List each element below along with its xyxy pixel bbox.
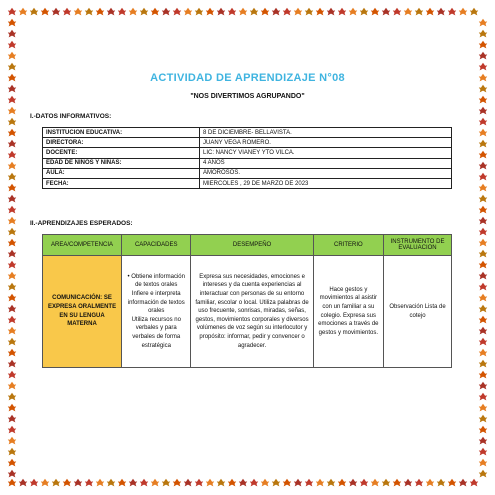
- capacidad-item: Infiere e interpreta información de textos orales: [127, 291, 185, 315]
- document-page: [28, 28, 467, 467]
- leaf-icon: [360, 479, 368, 487]
- info-value: 4 AÑOS: [200, 158, 452, 168]
- leaf-icon: [479, 316, 487, 324]
- leaf-icon: [8, 470, 16, 478]
- desempeno-cell: Expresa sus necesidades, emociones e intereses y da cuenta experiencias al interactuar con personas de su entorno familiar, escolar o local. Utiliza palabras de uso frecuente, sonrisas, miradas, señas, gestos, movimientos corporales y diversos volúmenes de voz según su interlocutor y propósito: informar, pedir y convencer o agradecer.: [191, 256, 313, 368]
- table-row: [43, 138, 452, 148]
- leaf-icon: [415, 479, 423, 487]
- info-label: AULA:: [43, 168, 200, 178]
- info-label: EDAD DE NIÑOS Y NIÑAS:: [43, 158, 200, 168]
- leaf-icon: [8, 228, 16, 236]
- leaf-icon: [448, 479, 456, 487]
- leaf-icon: [8, 206, 16, 214]
- leaf-icon: [479, 338, 487, 346]
- info-value: AMOROSOS.: [200, 168, 452, 178]
- leaf-icon: [470, 8, 478, 16]
- leaf-icon: [140, 479, 148, 487]
- leaf-icon: [283, 8, 291, 16]
- leaf-icon: [8, 371, 16, 379]
- leaf-icon: [479, 393, 487, 401]
- leaf-icon: [129, 479, 137, 487]
- leaf-icon: [327, 479, 335, 487]
- activity-title: ACTIVIDAD DE APRENDIZAJE N°08: [150, 72, 345, 84]
- info-table: [42, 127, 452, 189]
- leaf-icon: [107, 8, 115, 16]
- capacidades-cell: [122, 256, 191, 368]
- leaf-icon: [349, 479, 357, 487]
- leaf-icon: [479, 107, 487, 115]
- leaf-icon: [8, 140, 16, 148]
- leaf-icon: [8, 184, 16, 192]
- column-header: DESEMPEÑO: [191, 235, 313, 256]
- leaf-icon: [8, 239, 16, 247]
- leaf-icon: [316, 479, 324, 487]
- leaf-icon: [479, 294, 487, 302]
- leaf-icon: [8, 393, 16, 401]
- leaf-icon: [479, 459, 487, 467]
- leaf-icon: [479, 63, 487, 71]
- leaf-icon: [41, 8, 49, 16]
- leaf-icon: [479, 404, 487, 412]
- leaf-icon: [173, 8, 181, 16]
- info-label: FECHA:: [43, 178, 200, 188]
- leaf-icon: [327, 8, 335, 16]
- leaf-icon: [8, 30, 16, 38]
- activity-subtitle: "NOS DIVERTIMOS AGRUPANDO": [190, 93, 305, 100]
- leaf-icon: [8, 459, 16, 467]
- learning-table-header: [43, 235, 452, 256]
- leaf-icon: [151, 479, 159, 487]
- leaf-icon: [479, 360, 487, 368]
- leaf-icon: [479, 239, 487, 247]
- leaf-icon: [8, 217, 16, 225]
- leaf-icon: [479, 52, 487, 60]
- leaf-icon: [8, 415, 16, 423]
- leaf-icon: [195, 8, 203, 16]
- leaf-icon: [479, 151, 487, 159]
- leaf-icon: [173, 479, 181, 487]
- leaf-icon: [206, 479, 214, 487]
- leaf-icon: [74, 479, 82, 487]
- leaf-icon: [107, 479, 115, 487]
- leaf-icon: [479, 305, 487, 313]
- leaf-icon: [437, 8, 445, 16]
- column-header: INSTRUMENTO DE EVALUACION: [384, 235, 452, 256]
- leaf-icon: [8, 272, 16, 280]
- leaf-icon: [479, 173, 487, 181]
- leaf-icon: [479, 228, 487, 236]
- info-value: MIERCOLES , 29 DE MARZO DE 2023: [200, 178, 452, 188]
- leaf-icon: [8, 360, 16, 368]
- leaf-icon: [479, 30, 487, 38]
- leaf-icon: [228, 479, 236, 487]
- leaf-icon: [85, 8, 93, 16]
- leaf-icon: [283, 479, 291, 487]
- leaf-icon: [250, 8, 258, 16]
- leaf-icon: [8, 349, 16, 357]
- leaf-icon: [140, 8, 148, 16]
- table-row: [43, 256, 452, 368]
- leaf-icon: [8, 19, 16, 27]
- area-cell: COMUNICACIÓN: SE EXPRESA ORALMENTE EN SU LENGUA MATERNA: [43, 256, 122, 368]
- info-label: DIRECTORA:: [43, 138, 200, 148]
- leaf-icon: [41, 479, 49, 487]
- learning-table: [42, 234, 452, 368]
- criterio-cell: Hace gestos y movimientos al asistir con un familiar a su colegio. Expresa sus emociones a través de gestos y movimientos.: [313, 256, 383, 368]
- column-header: AREA/COMPETENCIA: [43, 235, 122, 256]
- capacidad-item: Utiliza recursos no verbales y para verbales de forma estratégica: [131, 316, 181, 349]
- table-row: [43, 148, 452, 158]
- leaf-icon: [371, 8, 379, 16]
- column-header: CAPACIDADES: [122, 235, 191, 256]
- leaf-icon: [184, 479, 192, 487]
- leaf-icon: [19, 8, 27, 16]
- leaf-icon: [96, 479, 104, 487]
- leaf-icon: [479, 217, 487, 225]
- leaf-icon: [479, 96, 487, 104]
- leaf-icon: [118, 479, 126, 487]
- section-heading-datos: I.-DATOS INFORMATIVOS:: [30, 113, 112, 120]
- leaf-icon: [479, 206, 487, 214]
- leaf-icon: [479, 327, 487, 335]
- leaf-icon: [479, 195, 487, 203]
- leaf-icon: [404, 8, 412, 16]
- leaf-icon: [8, 52, 16, 60]
- leaf-icon: [479, 437, 487, 445]
- leaf-icon: [217, 479, 225, 487]
- leaf-icon: [8, 437, 16, 445]
- leaf-icon: [85, 479, 93, 487]
- leaf-icon: [8, 41, 16, 49]
- leaf-icon: [8, 8, 16, 16]
- leaf-icon: [360, 8, 368, 16]
- leaf-icon: [272, 479, 280, 487]
- leaf-icon: [437, 479, 445, 487]
- leaf-icon: [30, 479, 38, 487]
- leaf-icon: [52, 8, 60, 16]
- info-value: LIC: NANCY VIANEY YTO VILCA.: [200, 148, 452, 158]
- leaf-icon: [8, 129, 16, 137]
- leaf-icon: [8, 74, 16, 82]
- leaf-icon: [8, 305, 16, 313]
- info-label: INSTITUCION EDUCATIVA:: [43, 128, 200, 138]
- leaf-icon: [479, 85, 487, 93]
- leaf-icon: [261, 479, 269, 487]
- leaf-icon: [8, 294, 16, 302]
- leaf-icon: [426, 479, 434, 487]
- leaf-icon: [426, 8, 434, 16]
- table-row: [43, 158, 452, 168]
- leaf-icon: [151, 8, 159, 16]
- leaf-icon: [8, 195, 16, 203]
- leaf-icon: [382, 479, 390, 487]
- leaf-icon: [338, 479, 346, 487]
- leaf-icon: [479, 470, 487, 478]
- leaf-icon: [8, 316, 16, 324]
- leaf-icon: [459, 479, 467, 487]
- leaf-icon: [479, 426, 487, 434]
- leaf-icon: [8, 426, 16, 434]
- leaf-icon: [261, 8, 269, 16]
- leaf-icon: [479, 162, 487, 170]
- leaf-icon: [8, 107, 16, 115]
- info-value: 8 DE DICIEMBRE- BELLAVISTA.: [200, 128, 452, 138]
- leaf-icon: [239, 479, 247, 487]
- leaf-icon: [371, 479, 379, 487]
- leaf-icon: [8, 118, 16, 126]
- leaf-icon: [470, 479, 478, 487]
- leaf-icon: [162, 479, 170, 487]
- leaf-icon: [393, 479, 401, 487]
- leaf-icon: [30, 8, 38, 16]
- leaf-icon: [349, 8, 357, 16]
- leaf-icon: [294, 8, 302, 16]
- leaf-icon: [404, 479, 412, 487]
- column-header: CRITERIO: [313, 235, 383, 256]
- leaf-icon: [305, 479, 313, 487]
- leaf-icon: [479, 349, 487, 357]
- section-heading-aprendizajes: II.-APRENDIZAJES ESPERADOS:: [30, 220, 133, 227]
- leaf-icon: [479, 272, 487, 280]
- leaf-icon: [8, 479, 16, 487]
- leaf-icon: [8, 283, 16, 291]
- capacidad-item: • Obtiene información de textos orales: [127, 273, 185, 289]
- leaf-icon: [272, 8, 280, 16]
- leaf-icon: [393, 8, 401, 16]
- leaf-icon: [8, 404, 16, 412]
- leaf-icon: [316, 8, 324, 16]
- leaf-icon: [305, 8, 313, 16]
- leaf-icon: [479, 74, 487, 82]
- leaf-icon: [8, 382, 16, 390]
- leaf-icon: [479, 382, 487, 390]
- leaf-icon: [52, 479, 60, 487]
- leaf-icon: [479, 250, 487, 258]
- leaf-icon: [459, 8, 467, 16]
- leaf-icon: [479, 140, 487, 148]
- leaf-icon: [250, 479, 258, 487]
- leaf-icon: [415, 8, 423, 16]
- leaf-icon: [479, 184, 487, 192]
- leaf-icon: [479, 283, 487, 291]
- leaf-icon: [8, 85, 16, 93]
- table-row: [43, 168, 452, 178]
- leaf-icon: [118, 8, 126, 16]
- leaf-icon: [479, 41, 487, 49]
- leaf-icon: [74, 8, 82, 16]
- leaf-icon: [96, 8, 104, 16]
- leaf-icon: [479, 118, 487, 126]
- leaf-icon: [184, 8, 192, 16]
- info-value: JUANY VEGA ROMERO.: [200, 138, 452, 148]
- table-row: [43, 128, 452, 138]
- leaf-icon: [479, 448, 487, 456]
- leaf-icon: [294, 479, 302, 487]
- leaf-icon: [8, 261, 16, 269]
- leaf-icon: [8, 63, 16, 71]
- leaf-icon: [217, 8, 225, 16]
- table-row: [43, 178, 452, 188]
- leaf-icon: [479, 415, 487, 423]
- leaf-icon: [206, 8, 214, 16]
- leaf-icon: [479, 129, 487, 137]
- leaf-icon: [195, 479, 203, 487]
- instrumento-cell: Observación Lista de cotejo: [384, 256, 452, 368]
- leaf-icon: [129, 8, 137, 16]
- info-label: DOCENTE:: [43, 148, 200, 158]
- leaf-icon: [8, 151, 16, 159]
- leaf-icon: [8, 448, 16, 456]
- leaf-icon: [8, 250, 16, 258]
- leaf-icon: [448, 8, 456, 16]
- leaf-icon: [338, 8, 346, 16]
- leaf-icon: [8, 173, 16, 181]
- leaf-icon: [63, 479, 71, 487]
- leaf-icon: [8, 96, 16, 104]
- leaf-icon: [19, 479, 27, 487]
- leaf-icon: [8, 327, 16, 335]
- leaf-icon: [8, 338, 16, 346]
- leaf-icon: [239, 8, 247, 16]
- leaf-icon: [382, 8, 390, 16]
- leaf-icon: [162, 8, 170, 16]
- leaf-icon: [228, 8, 236, 16]
- leaf-icon: [479, 371, 487, 379]
- leaf-icon: [479, 261, 487, 269]
- leaf-icon: [8, 162, 16, 170]
- leaf-icon: [479, 19, 487, 27]
- leaf-icon: [63, 8, 71, 16]
